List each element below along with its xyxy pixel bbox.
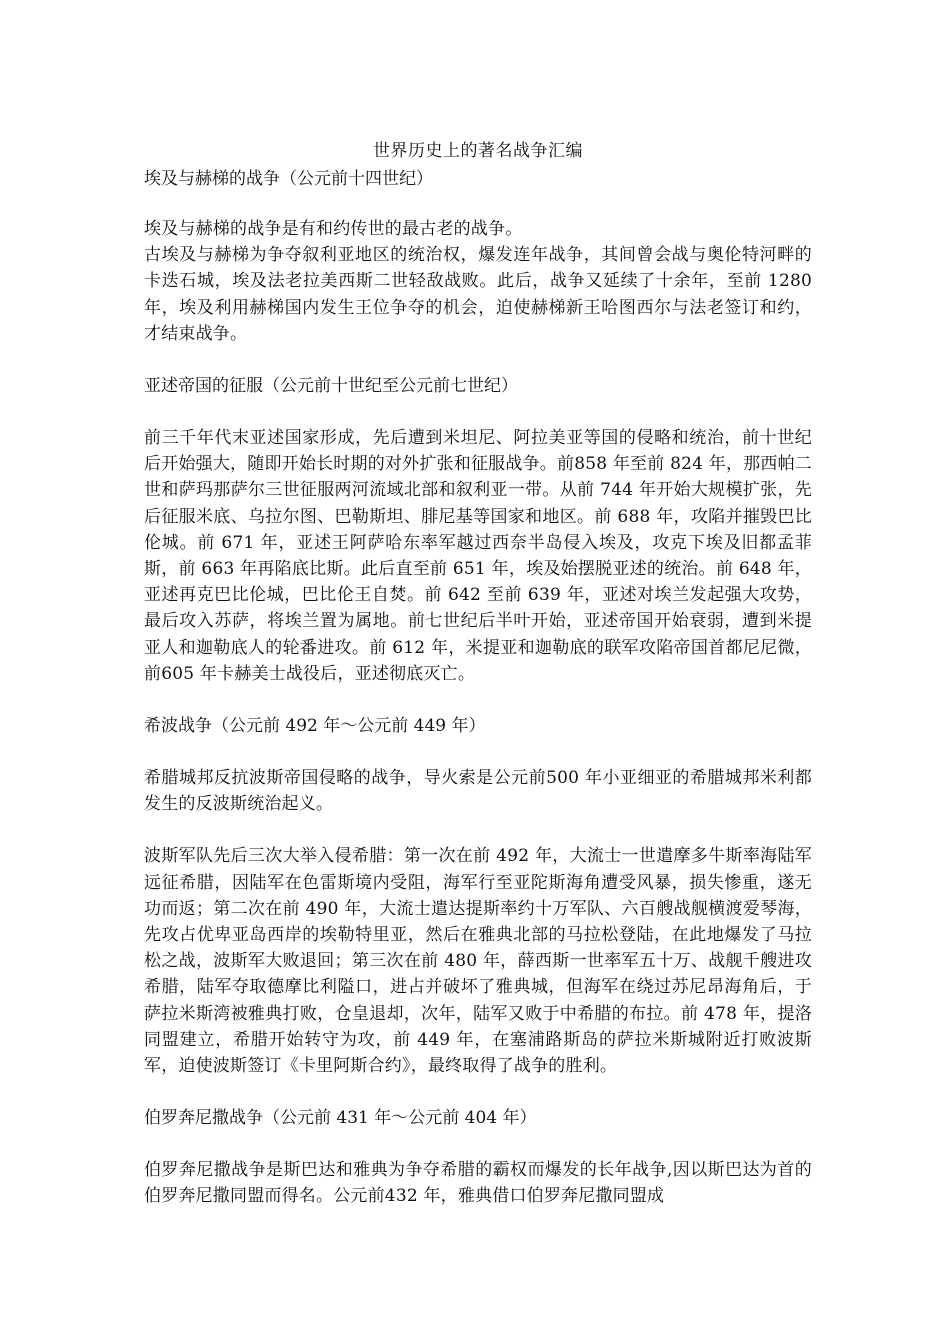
paragraph-assyria-body: 前三千年代末亚述国家形成，先后遭到米坦尼、阿拉美亚等国的侵略和统治，前十世纪后开始强大，随即开始长时期的对外扩张和征服战争。前858 年至前 824 年，那西帕二世和萨玛那萨尔三世征服两河流域北部和叙利亚一带。从前 744 年开始大规模扩张，先后征服米底、乌拉尔图、巴勒斯坦、腓尼基等国家和地区。前 688 年，攻陷并摧毁巴比伦城。前 671 年，亚述王阿萨哈东率军越过西奈半岛侵入埃及，攻克下埃及旧都孟菲斯，前 663 年再陷底比斯。此后直至前 651 年，埃及始摆脱亚述的统治。前 648 年，亚述再克巴比伦城，巴比伦王自焚。前 642 至前 639 年，亚述对埃兰发起强大攻势，最后攻入苏萨，将埃兰置为属地。前七世纪后半叶开始，亚述帝国开始衰弱，遭到米提亚人和迦勒底人的轮番进攻。前 612 年，米提亚和迦勒底的联军攻陷帝国首都尼尼微，前605 年卡赫美士战役后，亚述彻底灭亡。 bbox=[144, 428, 812, 684]
paragraph-greco-persian-intro: 希腊城邦反抗波斯帝国侵略的战争，导火索是公元前500 年小亚细亚的希腊城邦米利都发生的反波斯统治起义。 bbox=[144, 768, 812, 815]
document-title: 世界历史上的著名战争汇编 bbox=[373, 141, 583, 161]
paragraph-egypt-hittite-body: 古埃及与赫梯为争夺叙利亚地区的统治权，爆发连年战争，其间曾会战与奥伦特河畔的卡迭石城，埃及法老拉美西斯二世轻敌战败。此后，战争又延续了十余年，至前 1280 年，埃及利用赫梯国内发生王位争夺的机会，迫使赫梯新王哈图西尔与法老签订和约，才结束战争。 bbox=[144, 245, 812, 344]
section-heading-greco-persian: 希波战争（公元前 492 年～公元前 449 年） bbox=[144, 716, 486, 737]
paragraph-greco-persian-body: 波斯军队先后三次大举入侵希腊：第一次在前 492 年，大流士一世遣摩多牛斯率海陆军远征希腊，因陆军在色雷斯境内受阻，海军行至亚陀斯海角遭受风暴，损失惨重，遂无功而返；第二次在前 490 年，大流士遣达提斯率约十万军队、六百艘战舰横渡爱琴海，先攻占优卑亚岛西岸的埃勒特里亚，然后在雅典北部的马拉松登陆，在此地爆发了马拉松之战，波斯军大败退回；第三次在前 480 年，薛西斯一世率军五十万、战舰千艘进攻希腊，陆军夺取德摩比利隘口，进占并破坏了雅典城，但海军在绕过苏尼昂海角后，于萨拉米斯湾被雅典打败，仓皇退却，次年，陆军又败于中希腊的布拉。前 478 年，提洛同盟建立，希腊开始转守为攻，前 449 年，在塞浦路斯岛的萨拉米斯城附近打败波斯军，迫使波斯签订《卡里阿斯合约》，最终取得了战争的胜利。 bbox=[144, 846, 812, 1077]
section-heading-egypt-hittite: 埃及与赫梯的战争（公元前十四世纪） bbox=[144, 169, 433, 189]
paragraph-egypt-hittite-intro: 埃及与赫梯的战争是有和约传世的最古老的战争。 bbox=[144, 219, 523, 239]
paragraph-peloponnesian-body: 伯罗奔尼撒战争是斯巴达和雅典为争夺希腊的霸权而爆发的长年战争,因以斯巴达为首的伯罗奔尼撒同盟而得名。公元前432 年，雅典借口伯罗奔尼撒同盟成 bbox=[144, 1160, 812, 1207]
section-heading-peloponnesian: 伯罗奔尼撒战争（公元前 431 年～公元前 404 年） bbox=[144, 1108, 537, 1129]
section-heading-assyria: 亚述帝国的征服（公元前十世纪至公元前七世纪） bbox=[144, 376, 518, 397]
document-page bbox=[144, 138, 812, 1210]
